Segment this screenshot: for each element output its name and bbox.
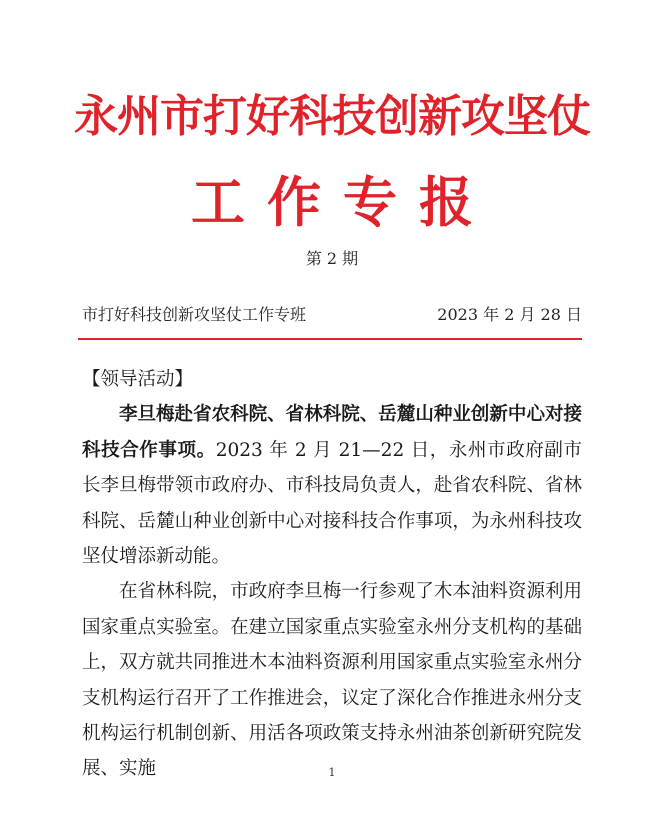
article-paragraph-1 xyxy=(82,397,582,574)
page-number: 1 xyxy=(328,766,336,779)
article-paragraph-2: 在省林科院，市政府李旦梅一行参观了木本油料资源利用国家重点实验室。在建立国家重点实验室永州分支机构的基础上，双方就共同推进木本油料资源利用国家重点实验室永州分支机构运行召开了工作推进会，议定了深化合作推进永州分支机构运行机制创新、用活各项政策支持永州油茶创新研究院发展、实施 xyxy=(82,581,582,780)
issue-number: 第 2 期 xyxy=(305,249,359,268)
article-headline: 李旦梅赴省农科院、省林科院、岳麓山种业创新中心对接科技合作事项。 xyxy=(82,404,582,461)
masthead-title-line2: 工作专报 xyxy=(191,170,495,234)
issuer-date-row xyxy=(82,302,582,325)
article-body xyxy=(82,362,582,787)
issue-date: 2023 年 2 月 28 日 xyxy=(437,305,582,324)
red-divider-line xyxy=(78,338,582,340)
section-tag: 【领导活动】 xyxy=(82,369,194,390)
masthead-title-line1: 永州市打好科技创新攻坚仗 xyxy=(74,91,590,142)
article-paragraph-1-text: 2023 年 2 月 21—22 日，永州市政府副市长李旦梅带领市政府办、市科技局负责人，赴省农科院、省林科院、岳麓山种业创新中心对接科技合作事项，为永州科技攻坚仗增添新动能。 xyxy=(82,439,582,568)
issuer-name: 市打好科技创新攻坚仗工作专班 xyxy=(82,305,307,324)
